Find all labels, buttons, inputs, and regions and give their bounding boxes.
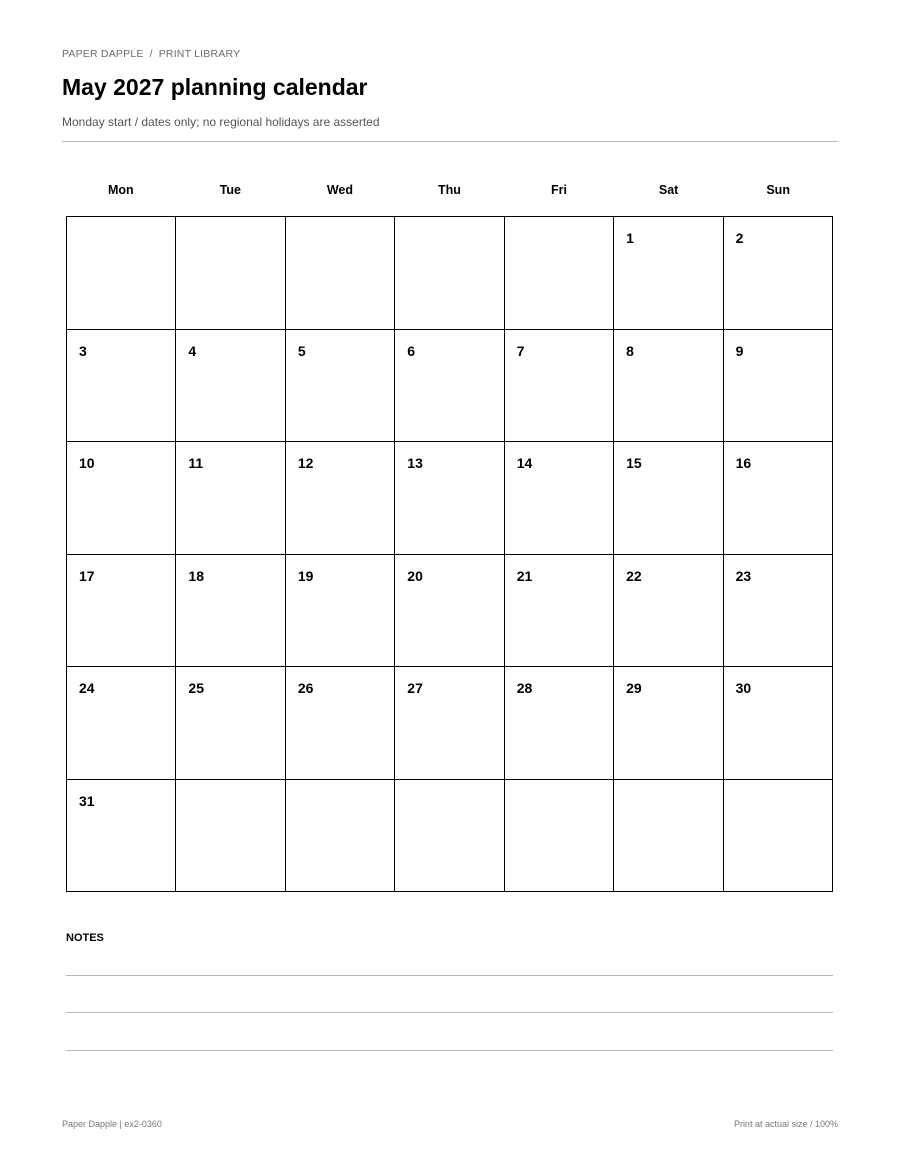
- day-number: 10: [79, 455, 95, 471]
- calendar-grid: [66, 216, 833, 892]
- weekday-sun: Sun: [766, 183, 790, 197]
- calendar-empty-cell: [286, 217, 395, 330]
- day-number: 16: [735, 455, 752, 471]
- calendar-day-cell: [176, 330, 285, 443]
- calendar-day-cell: [614, 555, 723, 668]
- calendar-day-cell: [176, 442, 285, 555]
- weekday-tue: Tue: [219, 183, 241, 197]
- calendar-day-cell: [67, 555, 176, 668]
- day-number: 5: [297, 342, 306, 359]
- breadcrumb: [62, 48, 240, 60]
- weekday-wed: Wed: [326, 183, 353, 197]
- day-number: 28: [516, 680, 533, 696]
- day-number: 11: [188, 455, 204, 471]
- calendar-day-cell: [614, 442, 723, 555]
- weekday-mon: Mon: [107, 183, 134, 197]
- breadcrumb-brand: PAPER DAPPLE: [62, 48, 144, 60]
- calendar-day-cell: [614, 667, 723, 780]
- day-number: 3: [79, 342, 87, 359]
- calendar-day-cell: [67, 780, 176, 893]
- weekday-header-row: [66, 183, 833, 197]
- breadcrumb-section: PRINT LIBRARY: [158, 48, 241, 60]
- calendar-day-cell: [395, 667, 504, 780]
- calendar-day-cell: [395, 442, 504, 555]
- calendar-day-cell: [724, 555, 833, 668]
- calendar-day-cell: [286, 330, 395, 443]
- day-number: 7: [516, 342, 525, 359]
- day-number: 4: [188, 342, 197, 359]
- calendar-empty-cell: [176, 780, 285, 893]
- calendar-day-cell: [176, 555, 285, 668]
- day-number: 19: [297, 567, 314, 584]
- calendar-day-cell: [724, 442, 833, 555]
- calendar-day-cell: [67, 442, 176, 555]
- day-number: 31: [79, 792, 95, 809]
- calendar-day-cell: [505, 330, 614, 443]
- day-number: 24: [79, 680, 95, 696]
- day-number: 1: [626, 230, 634, 246]
- day-number: 15: [626, 455, 642, 471]
- day-number: 30: [735, 680, 752, 696]
- calendar-day-cell: [176, 667, 285, 780]
- breadcrumb-separator: /: [149, 48, 153, 60]
- calendar-day-cell: [505, 667, 614, 780]
- calendar-day-cell: [724, 330, 833, 443]
- weekday-fri: Fri: [551, 183, 568, 197]
- notes-label: NOTES: [66, 932, 104, 944]
- day-number: 12: [297, 455, 314, 471]
- calendar-day-cell: [67, 330, 176, 443]
- day-number: 18: [188, 567, 204, 584]
- calendar-day-cell: [286, 667, 395, 780]
- note-line: [66, 1012, 833, 1013]
- weekday-thu: Thu: [438, 183, 461, 197]
- calendar-day-cell: [724, 667, 833, 780]
- day-number: 6: [407, 342, 416, 359]
- calendar-empty-cell: [395, 780, 504, 893]
- day-number: 26: [297, 680, 314, 696]
- weekday-sat: Sat: [658, 183, 679, 197]
- calendar-empty-cell: [505, 217, 614, 330]
- page-title: May 2027 planning calendar: [62, 74, 368, 100]
- day-number: 27: [407, 680, 423, 696]
- calendar-empty-cell: [176, 217, 285, 330]
- day-number: 8: [626, 342, 634, 359]
- calendar-day-cell: [395, 555, 504, 668]
- note-line: [66, 1050, 833, 1051]
- day-number: 13: [407, 455, 423, 471]
- day-number: 22: [626, 567, 642, 584]
- page-subtitle: Monday start / dates only; no regional holidays are asserted: [62, 115, 380, 129]
- calendar-empty-cell: [505, 780, 614, 893]
- calendar-empty-cell: [67, 217, 176, 330]
- calendar-empty-cell: [614, 780, 723, 893]
- day-number: 21: [516, 567, 533, 584]
- calendar-empty-cell: [286, 780, 395, 893]
- calendar-day-cell: [724, 217, 833, 330]
- calendar-empty-cell: [395, 217, 504, 330]
- day-number: 17: [79, 567, 95, 584]
- calendar-day-cell: [286, 442, 395, 555]
- calendar-day-cell: [505, 442, 614, 555]
- calendar-day-cell: [505, 555, 614, 668]
- calendar-day-cell: [614, 217, 723, 330]
- calendar-day-cell: [67, 667, 176, 780]
- footer-left: Paper Dapple | ex2-0360: [62, 1119, 162, 1129]
- calendar-day-cell: [614, 330, 723, 443]
- note-line: [66, 975, 833, 976]
- header-divider: [62, 141, 838, 142]
- day-number: 20: [407, 567, 423, 584]
- calendar-empty-cell: [724, 780, 833, 893]
- day-number: 25: [188, 680, 204, 696]
- footer-right: Print at actual size / 100%: [733, 1119, 838, 1129]
- day-number: 9: [735, 342, 744, 359]
- calendar-day-cell: [286, 555, 395, 668]
- day-number: 2: [735, 230, 744, 246]
- day-number: 23: [735, 567, 752, 584]
- calendar-day-cell: [395, 330, 504, 443]
- day-number: 29: [626, 680, 642, 696]
- day-number: 14: [516, 455, 533, 471]
